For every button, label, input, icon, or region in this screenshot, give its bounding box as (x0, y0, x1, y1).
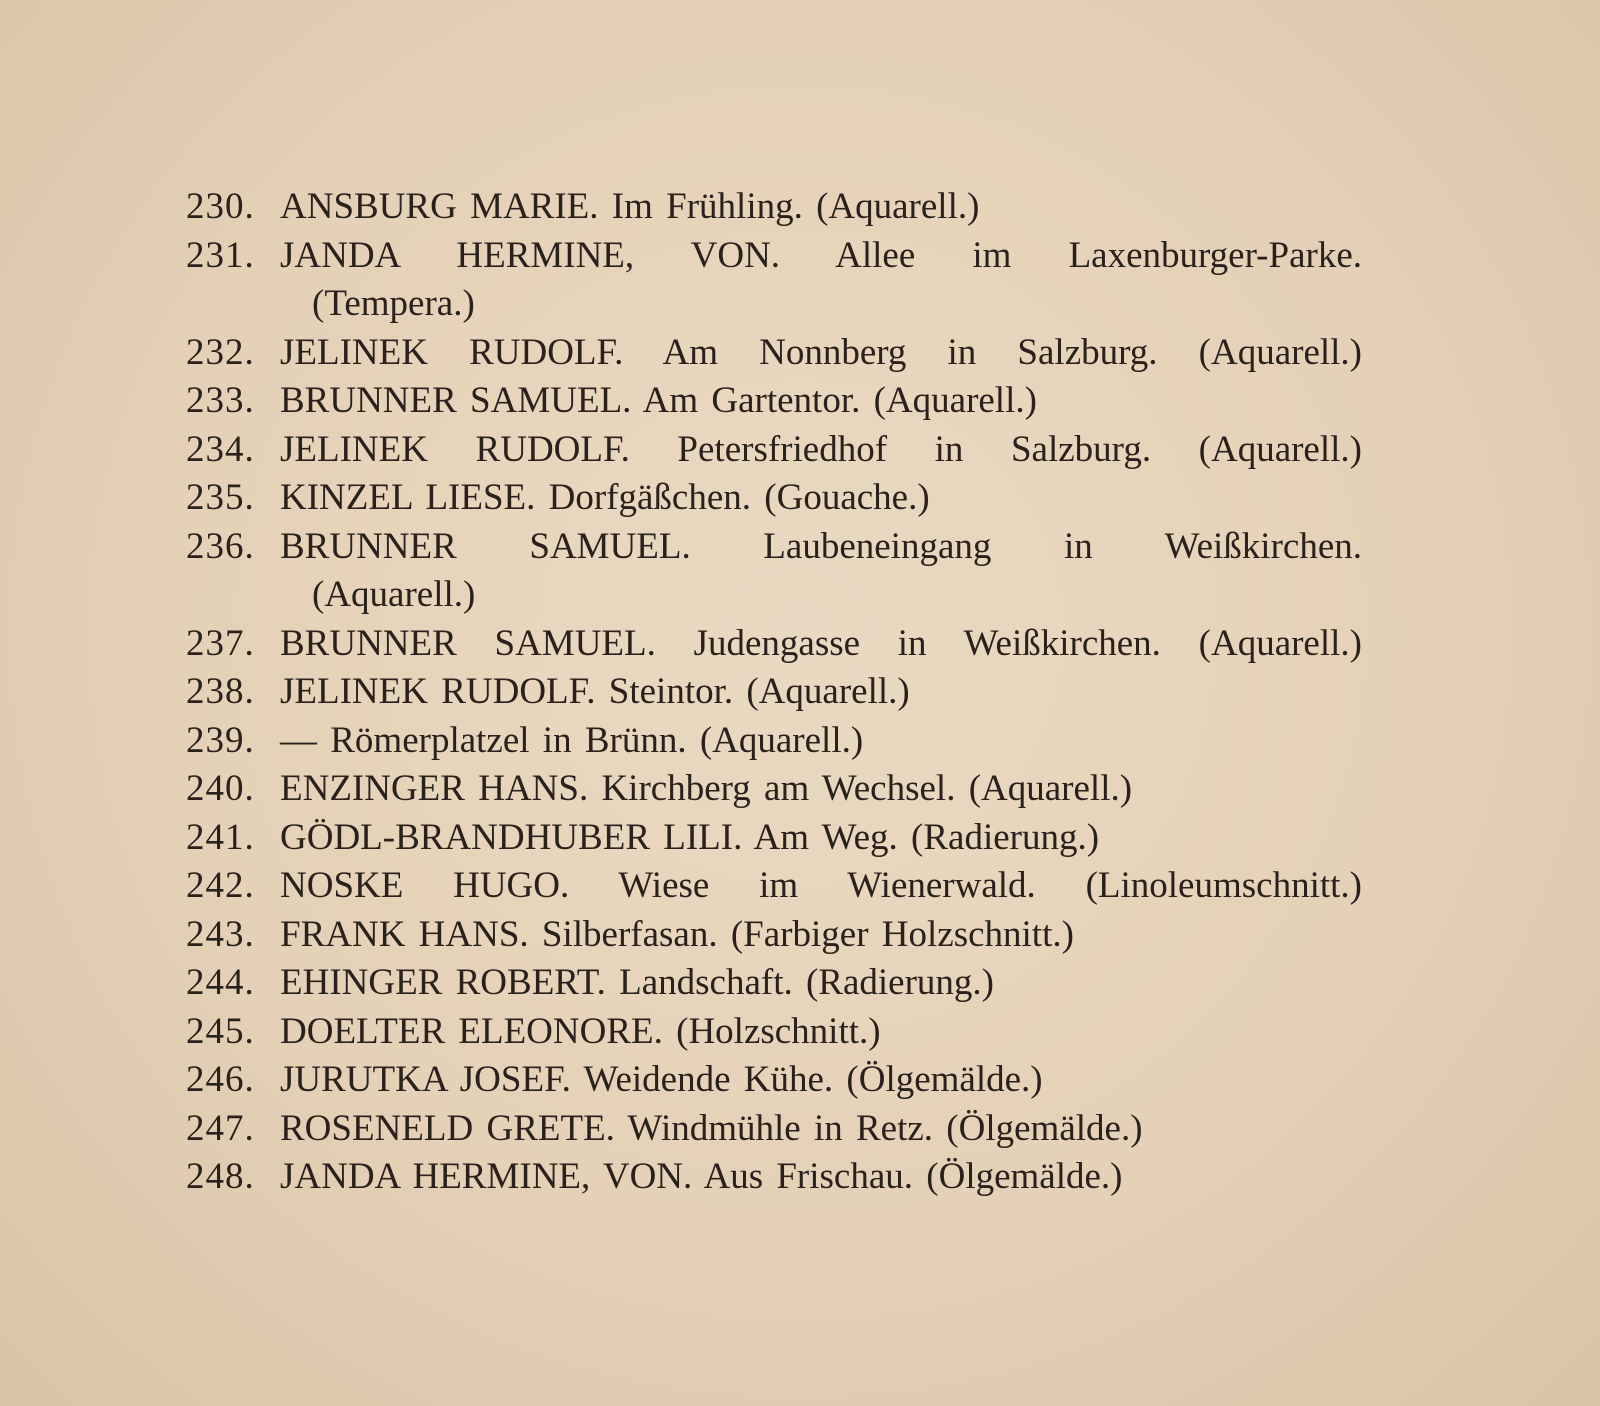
catalog-entry-247 (0, 1105, 1600, 1154)
entry-text: BRUNNER SAMUEL. Judengasse in Weißkirchen. (Aquarell.) (280, 622, 1362, 664)
entry-number: 239. (186, 719, 255, 761)
entry-number: 246. (186, 1059, 255, 1100)
entry-text: EHINGER ROBERT. Landschaft. (Radierung.) (280, 962, 994, 1003)
entry-continuation: (Tempera.) (312, 283, 475, 324)
catalog-entry-248 (0, 1153, 1600, 1202)
catalog-entry-245 (0, 1008, 1600, 1057)
catalog-entry-235 (0, 474, 1600, 523)
entry-text: ANSBURG MARIE. Im Frühling. (Aquarell.) (280, 186, 980, 227)
entry-text: DOELTER ELEONORE. (Holzschnitt.) (280, 1010, 881, 1052)
catalog-entry-230 (0, 183, 1600, 232)
catalog-entry-234 (0, 426, 1600, 475)
entry-text: ROSENELD GRETE. Windmühle in Retz. (Ölgemälde.) (280, 1107, 1143, 1149)
entry-number: 236. (186, 525, 255, 567)
entry-number: 240. (186, 768, 255, 809)
catalog-entry-240 (0, 765, 1600, 814)
entry-text: FRANK HANS. Silberfasan. (Farbiger Holzschnitt.) (280, 913, 1074, 955)
catalog-entry-236 (0, 523, 1600, 620)
entry-number: 248. (186, 1156, 255, 1197)
entry-number: 245. (186, 1010, 255, 1052)
catalog-entry-231 (0, 232, 1600, 329)
entry-number: 247. (186, 1107, 255, 1149)
entry-number: 233. (186, 380, 255, 421)
catalog-entry-241 (0, 814, 1600, 863)
entry-text: JURUTKA JOSEF. Weidende Kühe. (Ölgemälde.) (280, 1059, 1043, 1100)
entry-number: 244. (186, 962, 255, 1003)
catalog-entry-244 (0, 959, 1600, 1008)
entry-text: — Römerplatzel in Brünn. (Aquarell.) (280, 719, 864, 761)
entry-text: BRUNNER SAMUEL. Laubeneingang in Weißkirchen. (280, 525, 1362, 567)
catalog-entry-246 (0, 1056, 1600, 1105)
entry-text: GÖDL-BRANDHUBER LILI. Am Weg. (Radierung.) (280, 816, 1100, 858)
catalog-list (0, 183, 1600, 1202)
catalog-entry-237 (0, 620, 1600, 669)
entry-text: BRUNNER SAMUEL. Am Gartentor. (Aquarell.) (280, 380, 1037, 421)
entry-number: 230. (186, 186, 255, 227)
entry-number: 231. (186, 234, 255, 276)
entry-text: JELINEK RUDOLF. Steintor. (Aquarell.) (280, 671, 910, 712)
entry-number: 238. (186, 671, 255, 712)
entry-number: 242. (186, 865, 255, 906)
entry-number: 243. (186, 913, 255, 955)
entry-text: JANDA HERMINE, VON. Allee im Laxenburger-Parke. (280, 234, 1362, 276)
entry-number: 235. (186, 477, 255, 518)
catalog-entry-239 (0, 717, 1600, 766)
catalog-entry-232 (0, 329, 1600, 378)
entry-text: ENZINGER HANS. Kirchberg am Wechsel. (Aquarell.) (280, 768, 1133, 809)
entry-text: JANDA HERMINE, VON. Aus Frischau. (Ölgemälde.) (280, 1156, 1123, 1197)
entry-number: 241. (186, 816, 255, 858)
entry-continuation: (Aquarell.) (312, 574, 476, 615)
catalog-entry-242 (0, 862, 1600, 911)
entry-number: 234. (186, 428, 255, 470)
entry-text: JELINEK RUDOLF. Am Nonnberg in Salzburg. (Aquarell.) (280, 331, 1362, 373)
entry-text: NOSKE HUGO. Wiese im Wienerwald. (Linoleumschnitt.) (280, 865, 1362, 906)
catalog-entry-243 (0, 911, 1600, 960)
entry-number: 232. (186, 331, 255, 373)
entry-number: 237. (186, 622, 255, 664)
catalog-entry-233 (0, 377, 1600, 426)
entry-text: KINZEL LIESE. Dorfgäßchen. (Gouache.) (280, 477, 930, 518)
entry-text: JELINEK RUDOLF. Petersfriedhof in Salzburg. (Aquarell.) (280, 428, 1362, 470)
catalog-entry-238 (0, 668, 1600, 717)
